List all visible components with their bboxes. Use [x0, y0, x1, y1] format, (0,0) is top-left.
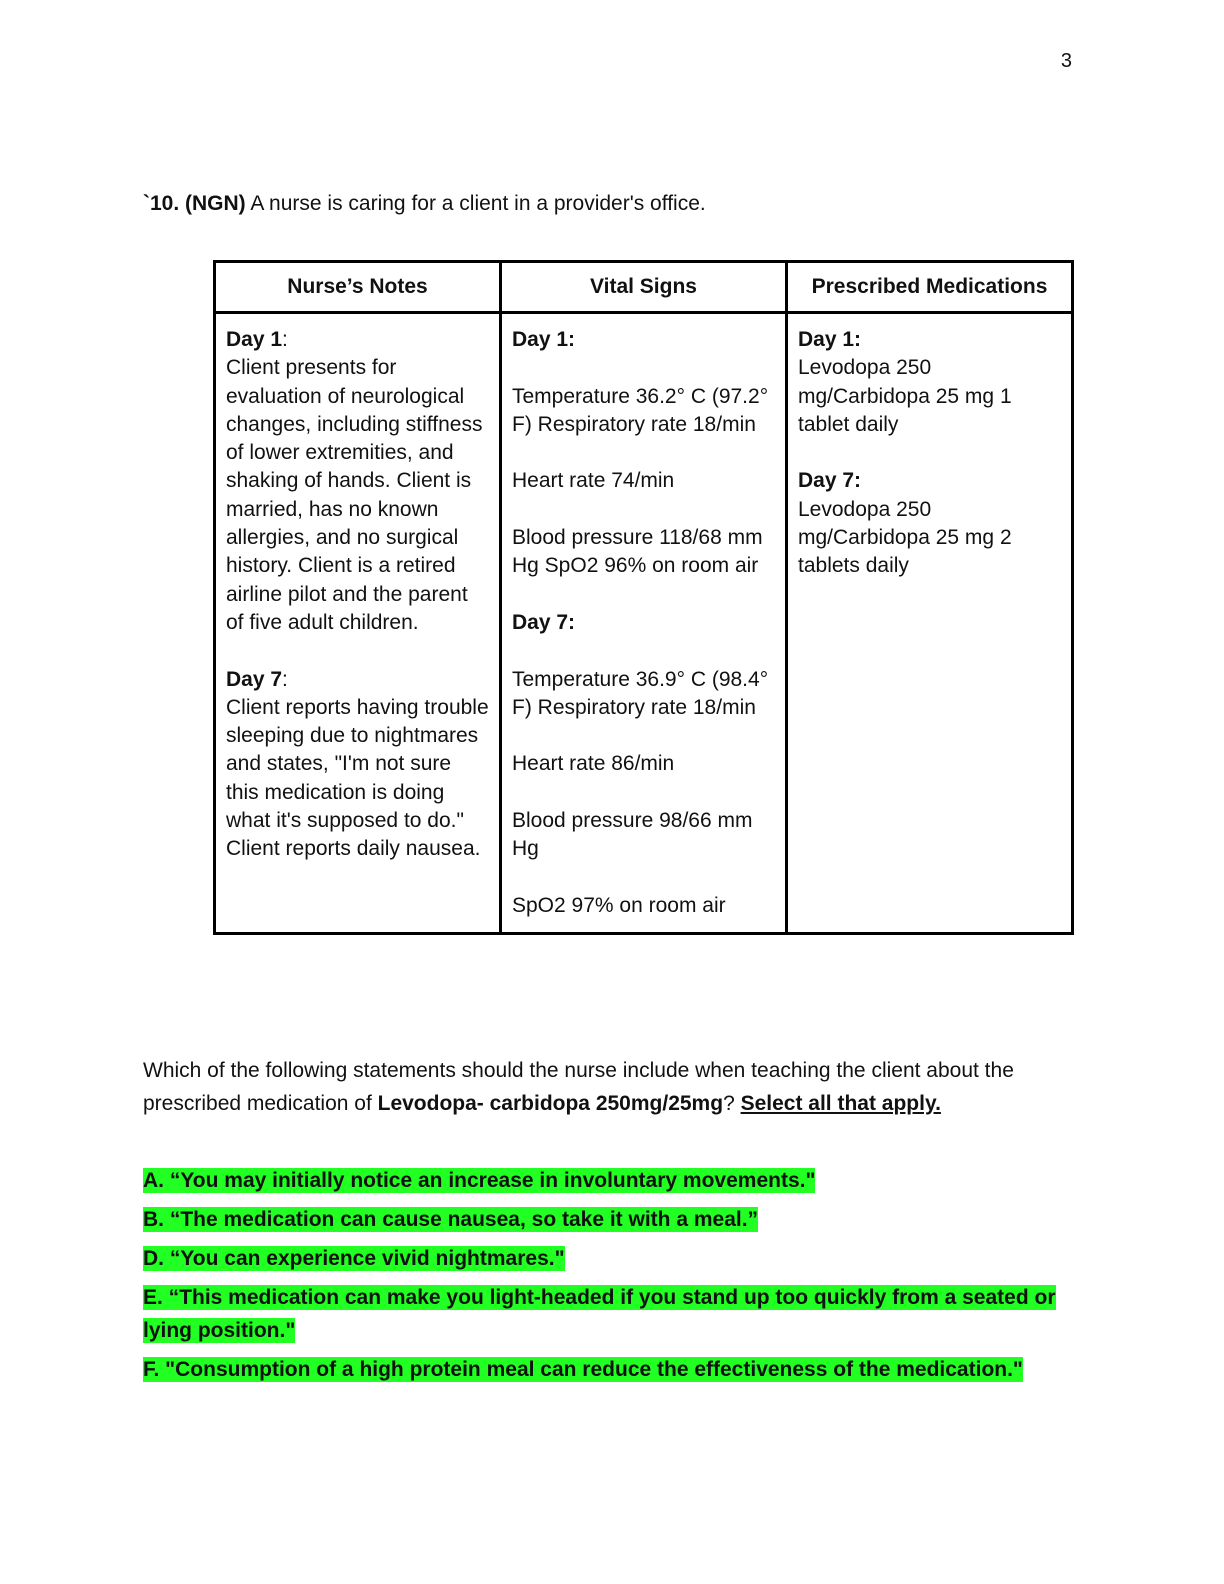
notes-day7-heading — [226, 666, 489, 694]
vitals-day7-spo2: SpO2 97% on room air — [512, 893, 726, 917]
answer-d-text: D. “You can experience vivid nightmares." — [143, 1247, 565, 1270]
notes-day1-heading — [226, 326, 489, 354]
meds-day7-label: Day 7: — [798, 469, 862, 493]
spacer — [798, 439, 1061, 467]
answer-list — [143, 1164, 1073, 1392]
spacer — [512, 779, 775, 807]
notes-day7-text: Client reports having trouble sleeping due to nightmares and states, "I'm not sure this medication is doing what it's supposed to do." Client reports daily nausea. — [226, 695, 489, 861]
medications-cell — [787, 313, 1073, 934]
select-all-instruction: Select all that apply. — [740, 1092, 941, 1115]
meds-day1-text: Levodopa 250 mg/Carbidopa 25 mg 1 tablet daily — [798, 356, 1012, 436]
question-mark: ? — [723, 1092, 741, 1115]
vital-signs-cell — [501, 313, 787, 934]
notes-day1-text: Client presents for evaluation of neurological changes, including stiffness of lower extremities, and shaking of hands. Client is married, has no known allergies, and no surgical history. Client is a retired airline pilot and the parent of five adult children. — [226, 356, 483, 634]
answer-e — [143, 1281, 1073, 1347]
spacer — [512, 496, 775, 524]
spacer — [512, 581, 775, 609]
table-body-row — [215, 313, 1073, 934]
question-stem-text: A nurse is caring for a client in a provider's office. — [245, 192, 706, 215]
vitals-day1-blood-pressure: Blood pressure 118/68 mm Hg SpO2 96% on room air — [512, 526, 763, 578]
answer-d — [143, 1242, 1073, 1275]
spacer — [512, 722, 775, 750]
spacer — [226, 637, 489, 665]
answer-a-text: A. “You may initially notice an increase in involuntary movements." — [143, 1169, 816, 1192]
header-nurses-notes: Nurse’s Notes — [215, 262, 501, 313]
spacer — [512, 354, 775, 382]
notes-day7-colon: : — [282, 667, 288, 691]
spacer — [512, 637, 775, 665]
answer-b-text: B. “The medication can cause nausea, so take it with a meal.” — [143, 1208, 759, 1231]
question-number: `10. (NGN) — [143, 192, 246, 215]
answer-e-text: E. “This medication can make you light-headed if you stand up too quickly from a seated or lying position." — [143, 1286, 1056, 1342]
vitals-day7-heart-rate: Heart rate 86/min — [512, 752, 675, 776]
notes-day1-label: Day 1 — [226, 328, 283, 351]
vitals-day1-temperature: Temperature 36.2° C (97.2° F) Respiratory rate 18/min — [512, 384, 769, 436]
case-table — [213, 260, 1074, 935]
vitals-day1-label: Day 1: — [512, 328, 576, 351]
answer-a — [143, 1164, 1073, 1197]
header-prescribed-medications: Prescribed Medications — [787, 262, 1073, 313]
nurses-notes-cell — [215, 313, 501, 934]
notes-day1-colon: : — [282, 328, 288, 351]
meds-day1-label: Day 1: — [798, 328, 862, 351]
page-number: 3 — [1060, 50, 1072, 72]
vitals-day1-heart-rate: Heart rate 74/min — [512, 469, 675, 493]
table-header-row — [215, 262, 1073, 313]
answer-f-text: F. "Consumption of a high protein meal can reduce the effectiveness of the medication." — [143, 1358, 1023, 1381]
answer-b — [143, 1203, 1073, 1236]
vitals-day7-blood-pressure: Blood pressure 98/66 mm Hg — [512, 809, 753, 861]
vitals-day7-label: Day 7: — [512, 610, 576, 634]
answer-f — [143, 1353, 1073, 1386]
vitals-day7-temperature: Temperature 36.9° C (98.4° F) Respiratory rate 18/min — [512, 667, 769, 719]
header-vital-signs: Vital Signs — [501, 262, 787, 313]
spacer — [512, 864, 775, 892]
drug-name: Levodopa- carbidopa 250mg/25mg — [377, 1092, 724, 1115]
spacer — [512, 439, 775, 467]
question-stem — [143, 190, 1083, 218]
meds-day7-text: Levodopa 250 mg/Carbidopa 25 mg 2 tablets daily — [798, 497, 1012, 578]
question-text: Which of the following statements should the nurse include when teaching the client about the prescribed medication of — [143, 1059, 1014, 1115]
teaching-question — [143, 1054, 1083, 1120]
notes-day7-label: Day 7 — [226, 667, 283, 691]
